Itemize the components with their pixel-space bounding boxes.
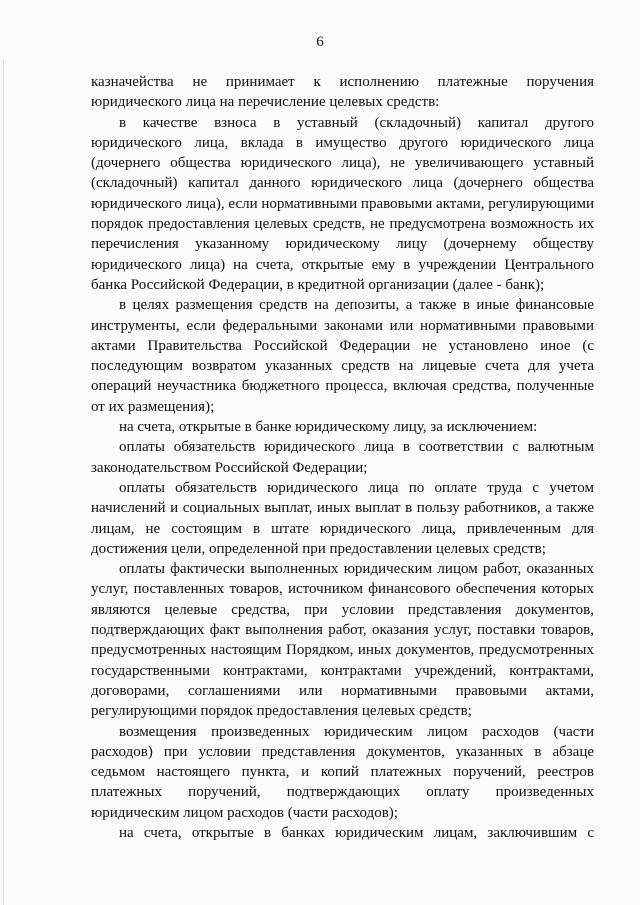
paragraph-8: возмещения произведенных юридическим лицом расходов (части расходов) при условии представления документов, указанных в абзаце седьмом настоящего пункта, и копий платежных поручений, реестров платежных поручений, подтверждающих оплату произведенных юридическим лицом расходов (части расходов); bbox=[91, 723, 594, 821]
paragraph-6: оплаты обязательств юридического лица по оплате труда с учетом начислений и социальных выплат, иных выплат в пользу работников, а также лицам, не состоящим в штате юридического лица, привлеченным для достижения цели, определенной при предоставлении целевых средств; bbox=[91, 479, 594, 557]
document-body bbox=[91, 72, 594, 843]
paragraph-5: оплаты обязательств юридического лица в соответствии с валютным законодательством Российской Федерации; bbox=[91, 439, 594, 476]
paragraph-1: казначейства не принимает к исполнению платежные поручения юридического лица на перечисление целевых средств: bbox=[91, 74, 594, 111]
page-number: 6 bbox=[316, 34, 324, 50]
paragraph-3: в целях размещения средств на депозиты, а также в иные финансовые инструменты, если федеральными законами или нормативными правовыми актами Правительства Российской Федерации не установлено иное (с последующим возвратом указанных средств на лицевые счета для учета операций неучастника бюджетного процесса, включая средства, полученные от их размещения); bbox=[91, 297, 594, 415]
paragraph-9: на счета, открытые в банках юридическим лицам, заключившим с bbox=[119, 824, 594, 841]
paragraph-7: оплаты фактически выполненных юридическим лицом работ, оказанных услуг, поставленных товаров, источником финансового обеспечения которых являются целевые средства, при условии представления документов, подтверждающих факт выполнения работ, оказания услуг, поставки товаров, предусмотренных настоящим Порядком, иных документов, предусмотренных государственными контрактами, контрактами учреждений, контрактами, договорами, соглашениями или нормативными правовыми актами, регулирующими порядок предоставления целевых средств; bbox=[91, 561, 594, 720]
paragraph-4: на счета, открытые в банке юридическому лицу, за исключением: bbox=[119, 419, 538, 436]
scan-edge-line bbox=[3, 60, 4, 905]
paragraph-2: в качестве взноса в уставный (складочный) капитал другого юридического лица, вклада в имущество другого юридического лица (дочернего общества юридического лица), не увеличивающего уставный (складочный) капитал данного юридического лица (дочернего общества юридического лица), если нормативными правовыми актами, регулирующими порядок предоставления целевых средств, не предусмотрена возможность их перечисления указанному юридическому лицу (дочернему обществу юридического лица) на счета, открытые ему в учреждении Центрального банка Российской Федерации, в кредитной организации (далее - банк); bbox=[91, 114, 594, 293]
